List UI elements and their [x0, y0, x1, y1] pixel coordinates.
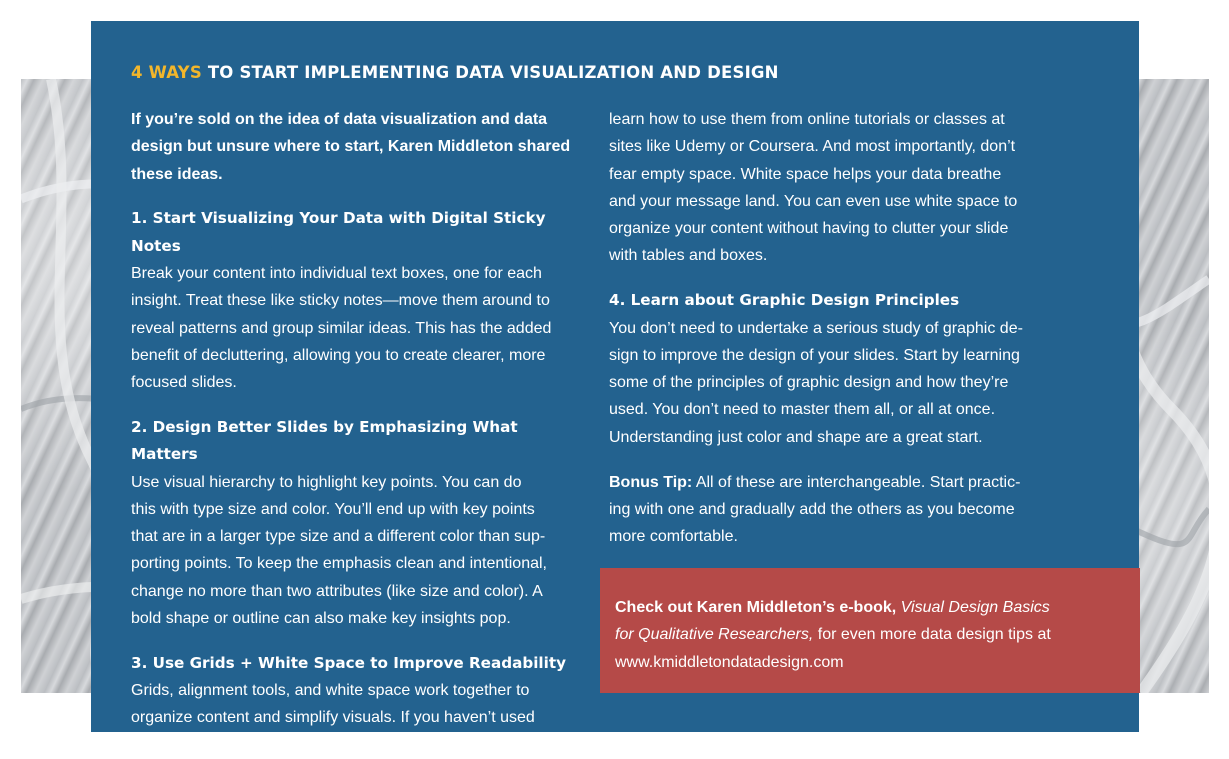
section-4-line: sign to improve the design of your slides. Start by learning [609, 346, 1020, 364]
section-3-line: sites like Udemy or Coursera. And most importantly, don’t [609, 138, 1016, 156]
callout-lead: Check out Karen Middleton’s e-book, [615, 599, 901, 616]
section-3-line: with tables and boxes. [609, 247, 768, 265]
section-3-line: and your message land. You can even use white space to [609, 192, 1018, 210]
bonus-tip [609, 469, 1071, 496]
headline-rest: TO START IMPLEMENTING DATA VISUALIZATION AND DESIGN [201, 63, 779, 82]
section-1-title: 1. Start Visualizing Your Data with Digital Sticky Notes [131, 209, 546, 255]
bonus-tip-label: Bonus Tip: [609, 473, 693, 491]
callout-tail: for even more data design tips at [813, 626, 1051, 644]
callout-line [615, 594, 1125, 621]
left-column [131, 106, 583, 759]
section-3-line: PowerPoint’s grid and alignment tools, you can quickly [131, 736, 517, 754]
section-3-line: organize your content without having to clutter your slide [609, 220, 1009, 238]
section-2-line: change no more than two attributes (like size and color). A [131, 582, 543, 600]
section-3-line: Grids, alignment tools, and white space work together to [131, 682, 530, 700]
section-1-line: reveal patterns and group similar ideas. This has the added [131, 319, 552, 337]
section-1-line: insight. Treat these like sticky notes—move them around to [131, 292, 550, 310]
bonus-tip-line: more comfortable. [609, 528, 738, 546]
section-2-line: this with type size and color. You’ll end up with key points [131, 500, 535, 518]
section-1-line: Break your content into individual text boxes, one for each [131, 264, 542, 282]
ebook-callout [600, 568, 1140, 693]
section-4-line: used. You don’t need to master them all, or all at once. [609, 401, 996, 419]
callout-line [615, 621, 1125, 648]
section-3-line: learn how to use them from online tutorials or classes at [609, 111, 1005, 128]
headline [131, 63, 779, 82]
book-title: for Qualitative Researchers, [615, 626, 814, 644]
section-1-line: focused slides. [131, 374, 237, 392]
book-title: Visual Design Basics [900, 599, 1050, 616]
intro-line: design but unsure where to start, Karen Middleton shared [131, 138, 571, 156]
section-3-title: 3. Use Grids + White Space to Improve Readability [131, 653, 566, 672]
section-3-line: fear empty space. White space helps your data breathe [609, 165, 1002, 183]
bonus-tip-line: ing with one and gradually add the others as you become [609, 500, 1015, 518]
website-link[interactable]: www.kmiddletondatadesign.com [615, 653, 844, 671]
intro-line: If you’re sold on the idea of data visualization and data [131, 111, 548, 128]
section-4-line: some of the principles of graphic design and how they’re [609, 374, 1009, 392]
section-2-line: bold shape or outline can also make key insights pop. [131, 610, 511, 628]
section-2-line: porting points. To keep the emphasis clean and intentional, [131, 555, 547, 573]
section-4-title: 4. Learn about Graphic Design Principles [609, 291, 960, 310]
intro-line: these ideas. [131, 165, 223, 183]
section-2-line: Use visual hierarchy to highlight key points. You can do [131, 473, 522, 491]
section-2-line: that are in a larger type size and a different color than sup- [131, 528, 546, 546]
section-3-line: organize content and simplify visuals. If you haven’t used [131, 709, 535, 727]
bonus-tip-text: All of these are interchangeable. Start practic- [692, 473, 1021, 491]
right-column [609, 106, 1071, 550]
section-4-line: You don’t need to undertake a serious study of graphic de- [609, 319, 1023, 337]
headline-accent: 4 WAYS [131, 63, 202, 82]
section-2-title: 2. Design Better Slides by Emphasizing What Matters [131, 417, 518, 464]
section-1-line: benefit of decluttering, allowing you to create clearer, more [131, 346, 546, 364]
section-4-line: Understanding just color and shape are a great start. [609, 428, 983, 446]
